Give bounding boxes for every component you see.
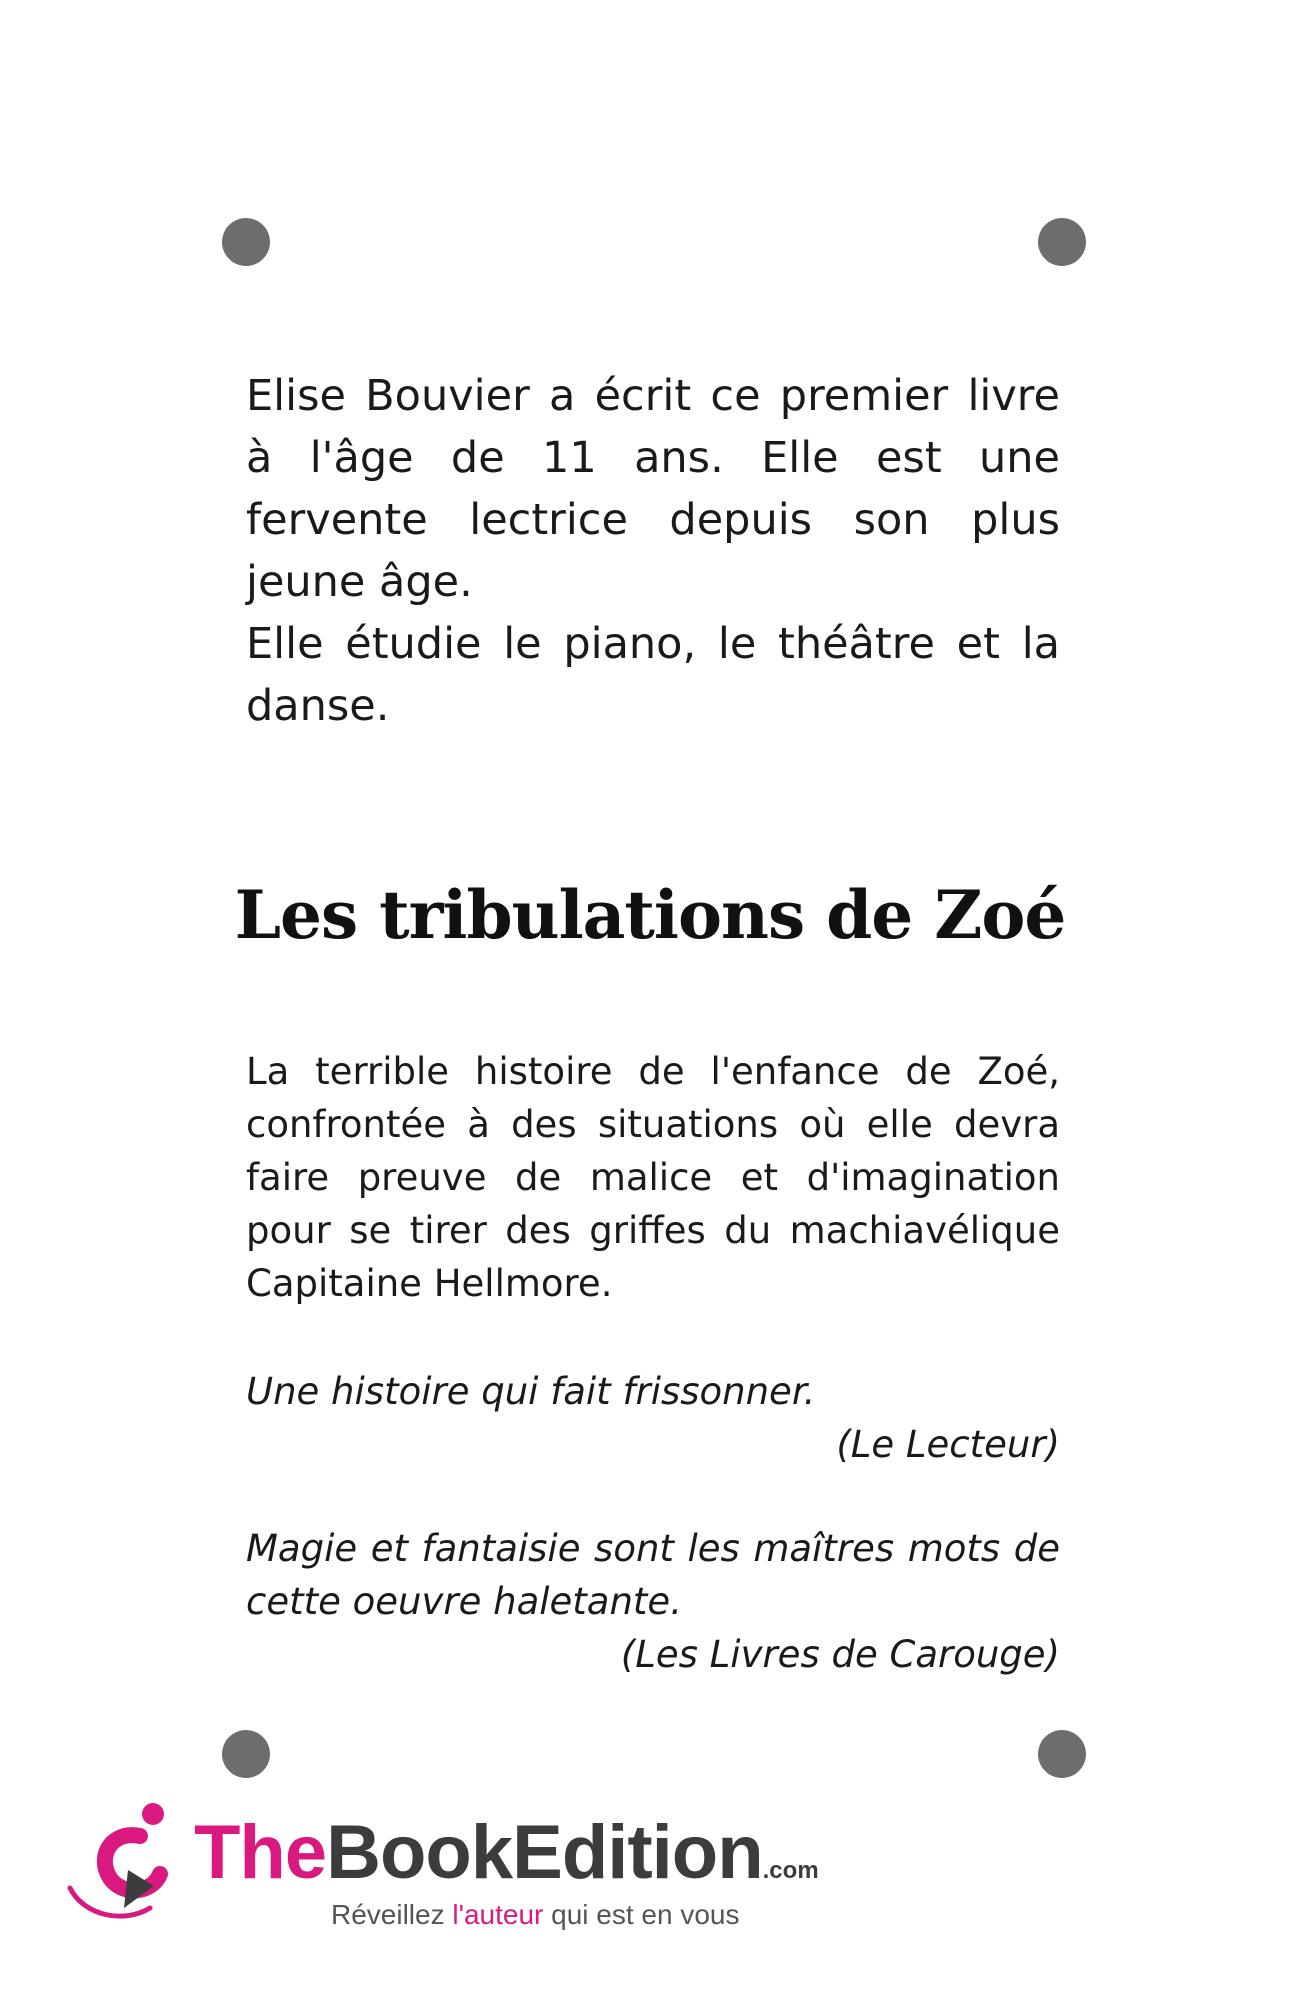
corner-dot-top-left xyxy=(222,218,270,266)
review-source: (Les Livres de Carouge) xyxy=(620,1633,1060,1676)
review-source: (Le Lecteur) xyxy=(836,1423,1060,1466)
book-summary xyxy=(246,1045,1060,1310)
corner-dot-bottom-left xyxy=(222,1730,270,1778)
author-bio xyxy=(246,365,1060,737)
publisher-name-suffix: .com xyxy=(762,1857,819,1884)
review-1 xyxy=(246,1365,1060,1471)
tagline-highlight: l'auteur xyxy=(452,1899,544,1930)
tagline-part2: qui est en vous xyxy=(543,1899,740,1930)
publisher-name-part2: BookEdition xyxy=(326,1810,763,1895)
review-2 xyxy=(246,1522,1060,1681)
corner-dot-top-right xyxy=(1038,218,1086,266)
publisher-name-part1: The xyxy=(194,1810,327,1895)
book-title: Les tribulations de Zoé xyxy=(234,876,1066,954)
corner-dot-bottom-right xyxy=(1038,1730,1086,1778)
author-bio-paragraph-2: Elle étudie le piano, le théâtre et la danse. xyxy=(246,619,1060,731)
book-summary-text: La terrible histoire de l'enfance de Zoé, confrontée à des situations où elle devra faire preuve de malice et d'imagination pour se tirer des griffes du machiavélique Capitaine Hellmore. xyxy=(246,1050,1060,1305)
publisher-logo xyxy=(66,1800,866,1950)
tagline-part1: Réveillez xyxy=(331,1899,453,1930)
review-quote: Une histoire qui fait frissonner. xyxy=(246,1370,816,1413)
publisher-logo-icon xyxy=(66,1800,186,1930)
review-quote: Magie et fantaisie sont les maîtres mots de cette oeuvre haletante. xyxy=(246,1527,1060,1623)
author-bio-paragraph-1: Elise Bouvier a écrit ce premier livre à l'âge de 11 ans. Elle est une fervente lectrice depuis son plus jeune âge. xyxy=(246,371,1060,607)
publisher-tagline xyxy=(331,1898,739,1932)
